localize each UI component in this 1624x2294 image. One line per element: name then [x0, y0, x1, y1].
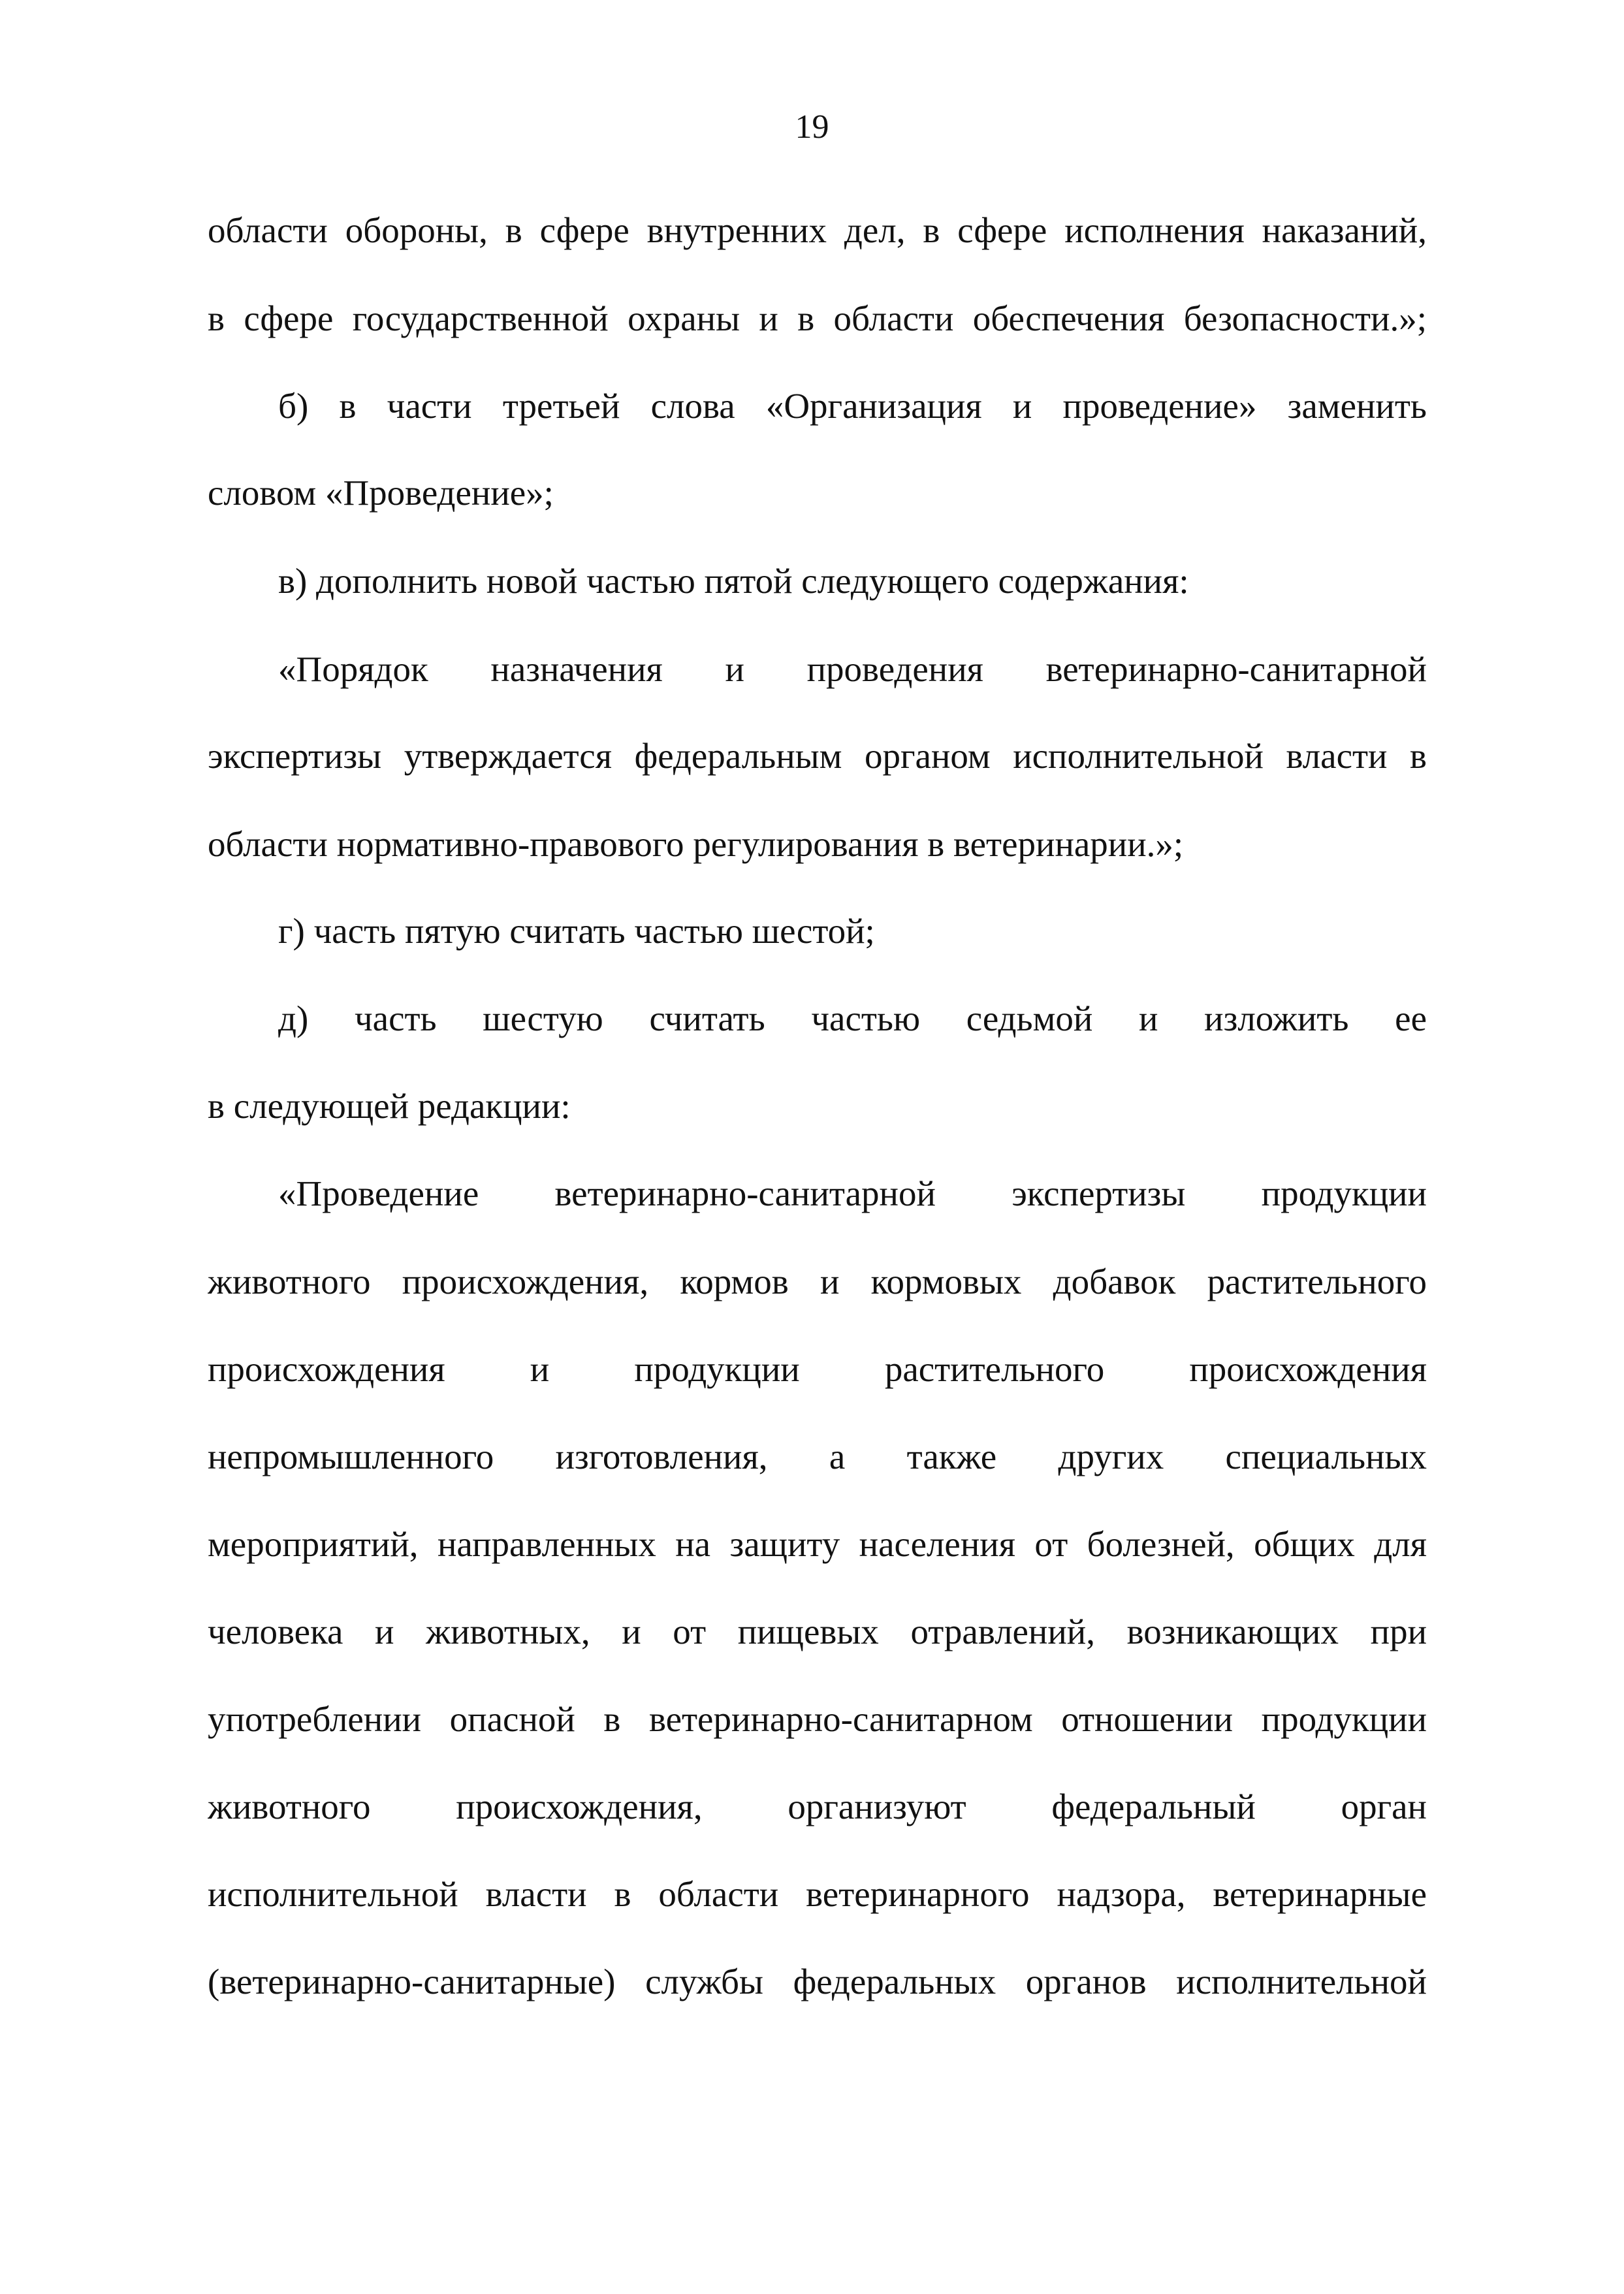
- text-line-7: экспертизы утверждается федеральным органом исполнительной власти в: [208, 736, 1427, 776]
- text-line-12: «Проведение ветеринарно-санитарной экспертизы продукции: [278, 1173, 1427, 1213]
- text-line-10: д) часть шестую считать частью седьмой и изложить ее: [278, 998, 1427, 1038]
- text-line-3: б) в части третьей слова «Организация и проведение» заменить: [278, 386, 1427, 426]
- text-line-21: (ветеринарно-санитарные) службы федеральных органов исполнительной: [208, 1962, 1427, 2001]
- text-line-16: мероприятий, направленных на защиту населения от болезней, общих для: [208, 1524, 1427, 1564]
- text-line-18: употреблении опасной в ветеринарно-санитарном отношении продукции: [208, 1699, 1427, 1739]
- text-line-15: непромышленного изготовления, а также других специальных: [208, 1437, 1427, 1476]
- text-line-14: происхождения и продукции растительного происхождения: [208, 1349, 1427, 1389]
- text-line-8: области нормативно-правового регулирования в ветеринарии.»;: [208, 824, 1184, 864]
- text-line-2: в сфере государственной охраны и в области обеспечения безопасности.»;: [208, 298, 1427, 338]
- text-line-1: области обороны, в сфере внутренних дел, в сфере исполнения наказаний,: [208, 210, 1427, 250]
- text-line-9: г) часть пятую считать частью шестой;: [278, 911, 875, 951]
- text-line-13: животного происхождения, кормов и кормовых добавок растительного: [208, 1262, 1427, 1301]
- text-line-17: человека и животных, и от пищевых отравлений, возникающих при: [208, 1612, 1427, 1651]
- text-line-4: словом «Проведение»;: [208, 473, 554, 513]
- text-line-19: животного происхождения, организуют федеральный орган: [208, 1787, 1427, 1826]
- text-line-6: «Порядок назначения и проведения ветеринарно-санитарной: [278, 649, 1427, 689]
- text-line-5: в) дополнить новой частью пятой следующего содержания:: [278, 561, 1189, 601]
- text-line-11: в следующей редакции:: [208, 1086, 571, 1126]
- page-number: 19: [795, 108, 829, 146]
- text-line-20: исполнительной власти в области ветеринарного надзора, ветеринарные: [208, 1874, 1427, 1914]
